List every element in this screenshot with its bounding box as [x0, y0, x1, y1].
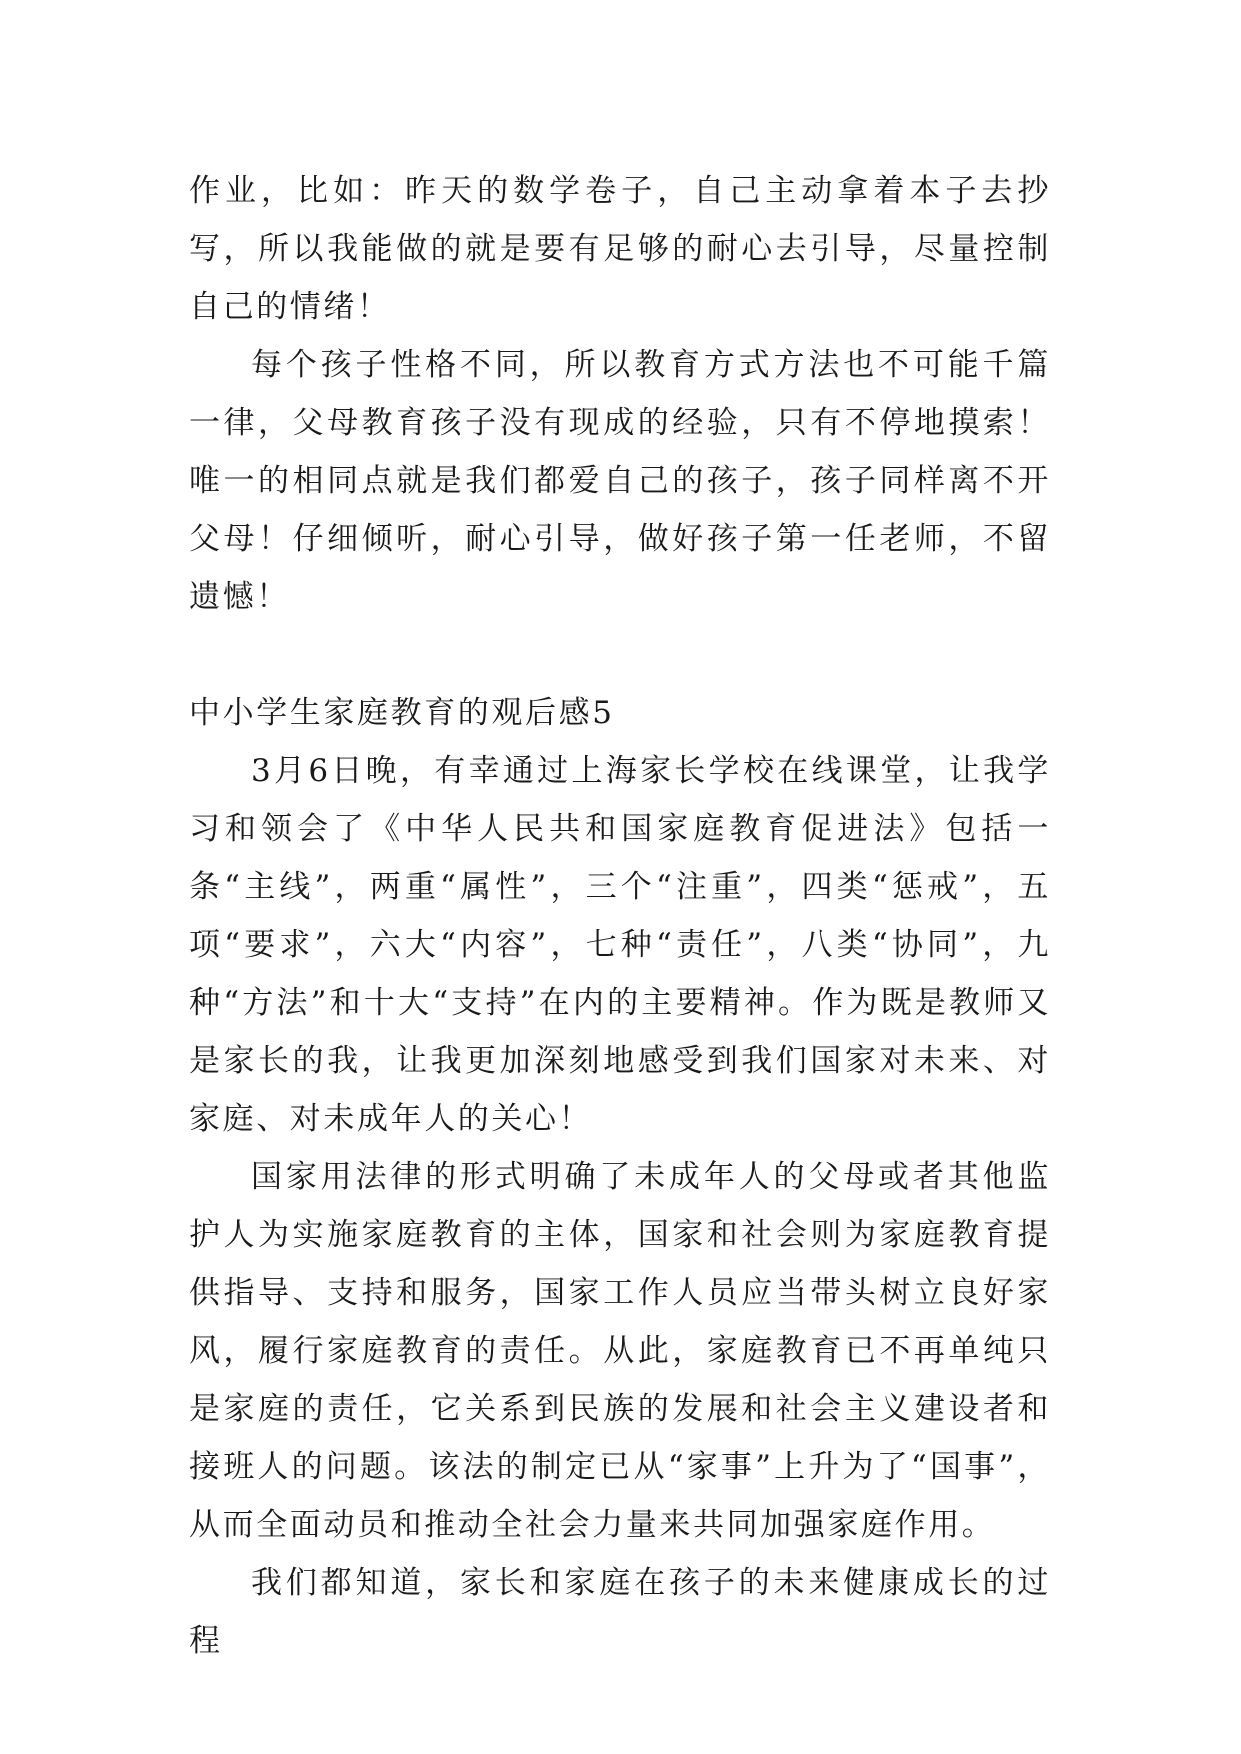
- paragraph-online-class: 3月6日晚，有幸通过上海家长学校在线课堂，让我学习和领会了《中华人民共和国家庭教育促进法》包括一条“主线”，两重“属性”，三个“注重”，四类“惩戒”，五项“要求”，六大“内容”，七种“责任”，八类“协同”，九种“方法”和十大“支持”在内的主要精神。作为既是教师又是家长的我，让我更加深刻地感受到我们国家对未来、对家庭、对未成年人的关心！: [189, 753, 1051, 1137]
- section-title: 中小学生家庭教育的观后感5: [189, 695, 615, 731]
- paragraph-personality: 每个孩子性格不同，所以教育方式方法也不可能千篇一律，父母教育孩子没有现成的经验，只有不停地摸索！唯一的相同点就是我们都爱自己的孩子，孩子同样离不开父母！仔细倾听，耐心引导，做好孩子第一任老师，不留遗憾！: [189, 347, 1051, 615]
- document-body: [189, 162, 1051, 1670]
- paragraph-law-subject: 国家用法律的形式明确了未成年人的父母或者其他监护人为实施家庭教育的主体，国家和社会则为家庭教育提供指导、支持和服务，国家工作人员应当带头树立良好家风，履行家庭教育的责任。从此，家庭教育已不再单纯只是家庭的责任，它关系到民族的发展和社会主义建设者和接班人的问题。该法的制定已从“家事”上升为了“国事”，从而全面动员和推动全社会力量来共同加强家庭作用。: [189, 1159, 1051, 1543]
- paragraph-continuation: 作业，比如：昨天的数学卷子，自己主动拿着本子去抄写，所以我能做的就是要有足够的耐心去引导，尽量控制自己的情绪！: [189, 173, 1051, 325]
- paragraph-parents-role: 我们都知道，家长和家庭在孩子的未来健康成长的过程: [189, 1565, 1051, 1659]
